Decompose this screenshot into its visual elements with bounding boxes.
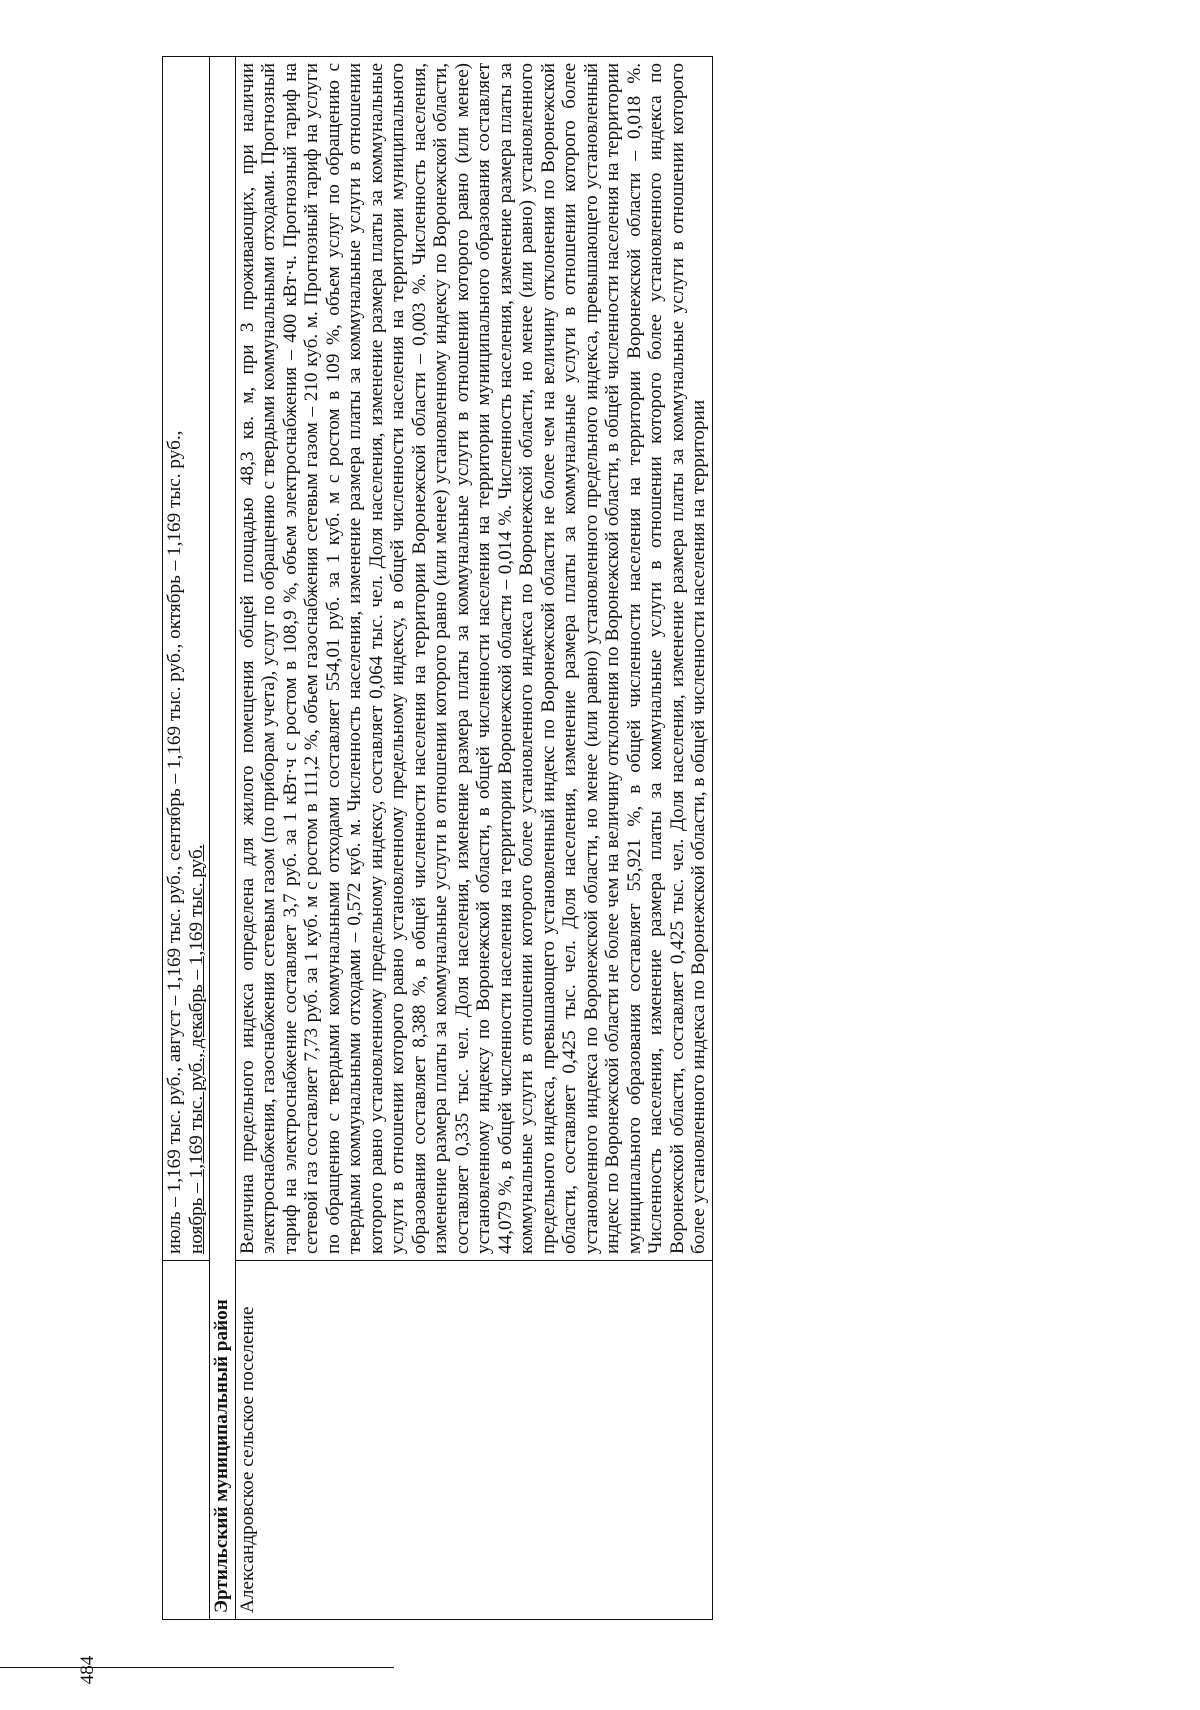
settlement-row — [235, 57, 712, 1620]
region-header-row — [210, 57, 236, 1620]
region-header: Эртильский муниципальный район — [210, 57, 236, 1620]
continuation-line-1: июль – 1,169 тыс. руб., август – 1,169 тыс. руб., сентябрь – 1,169 тыс. руб., октябрь – 1,169 тыс. руб., — [164, 430, 185, 1254]
page-number: 484 — [77, 1655, 98, 1685]
continuation-label-cell — [163, 1261, 210, 1620]
settlement-name: Александровское сельское поселение — [235, 1261, 712, 1620]
settlement-description: Величина предельного индекса определена для жилого помещения общей площадью 48,3 кв. м, при 3 проживающих, при наличии электроснабжения, газоснабжения сетевым газом (по приборам учета), услуг по обращению с твердыми коммунальными отходами. Прогнозный тариф на электроснабжение составляет 3,7 руб. за 1 кВт·ч с ростом в 108,9 %, объем электроснабжения – 400 кВт·ч. Прогнозный тариф на сетевой газ составляет 7,73 руб. за 1 куб. м с ростом в 111,2 %, объем газоснабжения сетевым газом – 210 куб. м. Прогнозный тариф на услуги по обращению с твердыми коммунальными отходами составляет 554,01 руб. за 1 куб. м с ростом в 109 %, объем услуг по обращению с твердыми коммунальными отходами – 0,572 куб. м. Численность населения, изменение размера платы за коммунальные услуги в отношении которого равно установленному предельному индексу, составляет 0,064 тыс. чел. Доля населения, изменение размера платы за коммунальные услуги в отношении которого равно установленному предельному индексу, в общей численности населения на территории муниципального образования составляет 8,388 %, в общей численности населения на территории Воронежской области – 0,003 %. Численность населения, изменение размера платы за коммунальные услуги в отношении которого равно (или менее) установленному индексу по Воронежской области, составляет 0,335 тыс. чел. Доля населения, изменение размера платы за коммунальные услуги в отношении которого равно (или менее) установленному индексу по Воронежской области, в общей численности населения на территории муниципального образования составляет 44,079 %, в общей численности населения на территории Воронежской области – 0,014 %. Численность населения, изменение размера платы за коммунальные услуги в отношении которого более установленного индекса по Воронежской области, но менее (или равно) установленного предельного индекса, превышающего установленный индекс по Воронежской области не более чем на величину отклонения по Воронежской области, составляет 0,425 тыс. чел. Доля населения, изменение размера платы за коммунальные услуги в отношении которого более установленного индекса по Воронежской области, но менее (или равно) установленного предельного индекса, превышающего установленный индекс по Воронежской области не более чем на величину отклонения по Воронежской области, в общей численности населения на территории муниципального образования составляет 55,921 %, в общей численности населения на территории Воронежской области – 0,018 %. Численность населения, изменение размера платы за коммунальные услуги в отношении которого более установленного индекса по Воронежской области, составляет 0,425 тыс. чел. Доля населения, изменение размера платы за коммунальные услуги в отношении которого более установленного индекса по Воронежской области, в общей численности населения на территории — [235, 57, 712, 1261]
continuation-line-2: ноябрь – 1,169 тыс. руб., декабрь – 1,169 тыс. руб. — [185, 844, 207, 1254]
rotated-page-content — [162, 56, 1082, 1620]
continuation-text-cell — [163, 57, 210, 1261]
continuation-row — [163, 57, 210, 1620]
tariff-table — [162, 56, 713, 1620]
footnote-separator — [0, 1667, 394, 1668]
